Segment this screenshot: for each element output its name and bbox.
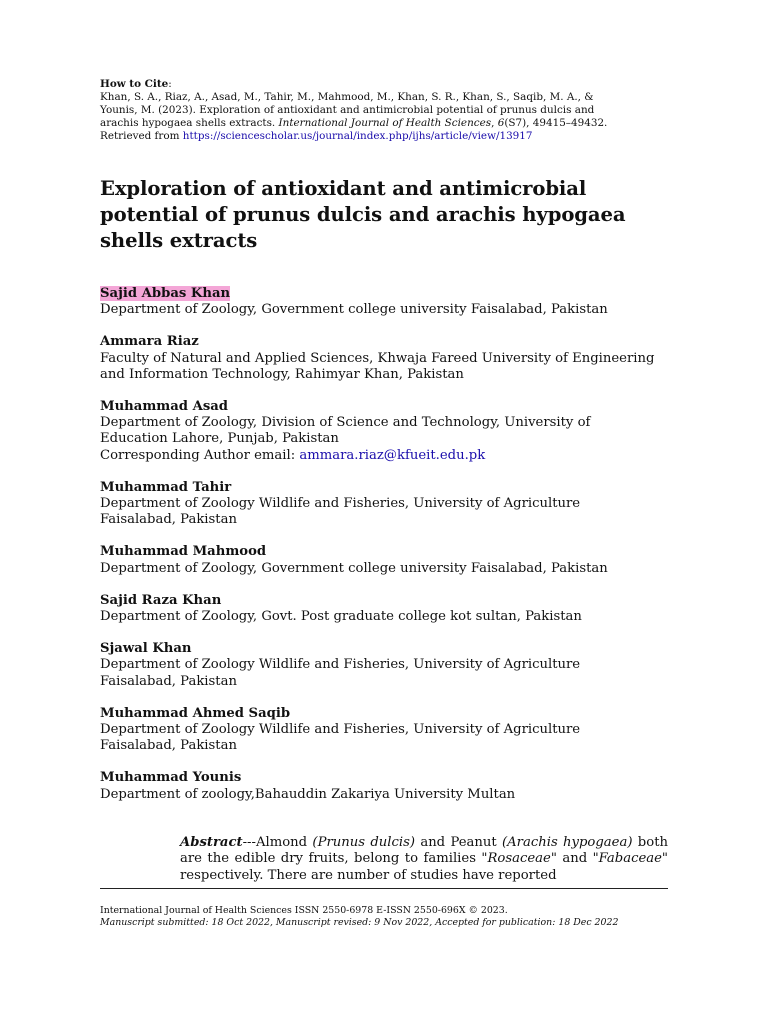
- abstract-text: and: [556, 851, 593, 867]
- author-entry: [100, 286, 680, 318]
- citation-retrieved-label: Retrieved from: [100, 130, 183, 142]
- author-name-line: [100, 544, 680, 560]
- citation-label: How to Cite: [100, 78, 169, 90]
- author-name-line: [100, 334, 680, 350]
- citation-line-3-text: arachis hypogaea shells extracts.: [100, 117, 279, 129]
- author-entry: [100, 544, 680, 576]
- author-affiliation: Department of Zoology Wildlife and Fisheries, University of Agriculture: [100, 657, 581, 673]
- author-affiliation: Faculty of Natural and Applied Sciences, Khwaja Fareed University of Engineering: [100, 350, 655, 366]
- abstract-label: Abstract: [180, 835, 243, 850]
- abstract-family-rosaceae: "Rosaceae": [481, 851, 557, 867]
- author-entry: [100, 334, 680, 383]
- author-name: Sajid Abbas Khan: [100, 286, 231, 301]
- abstract-text: respectively. There are number of studies have reported: [180, 867, 557, 883]
- author-affiliation: Education Lahore, Punjab, Pakistan: [100, 431, 339, 447]
- author-affiliation: Department of Zoology, Government college university Faisalabad, Pakistan: [100, 302, 608, 318]
- author-list: [100, 286, 680, 803]
- citation-pages: (S7), 49415–49432.: [504, 117, 608, 129]
- citation-url-link[interactable]: https://sciencescholar.us/journal/index.php/ijhs/article/view/13917: [182, 130, 533, 142]
- author-name: Muhammad Tahir: [100, 479, 232, 495]
- author-name-line: [100, 641, 680, 657]
- citation-line-1: Khan, S. A., Riaz, A., Asad, M., Tahir, M., Mahmood, M., Khan, S. R., Khan, S., Saqib, M. A., &: [100, 91, 594, 103]
- citation-retrieved: [100, 130, 668, 143]
- abstract-species-almond: (Prunus dulcis): [312, 835, 415, 850]
- citation-heading: [100, 78, 668, 91]
- author-affiliation: Faisalabad, Pakistan: [100, 512, 237, 528]
- author-affiliation: Faisalabad, Pakistan: [100, 738, 237, 754]
- author-affiliation: Faisalabad, Pakistan: [100, 673, 237, 689]
- citation-volume: 6: [497, 117, 505, 129]
- author-name-line: [100, 706, 680, 722]
- citation-journal: International Journal of Health Sciences: [278, 117, 492, 129]
- citation-colon: :: [168, 78, 172, 90]
- corresponding-email-link[interactable]: ammara.riaz@kfueit.edu.pk: [299, 447, 486, 463]
- abstract-paragraph: [180, 835, 668, 884]
- abstract-family-fabaceae: "Fabaceae": [592, 851, 669, 867]
- page-footer: [100, 905, 680, 929]
- corresponding-email-line: [100, 448, 680, 464]
- footer-journal-line: International Journal of Health Sciences ISSN 2550-6978 E-ISSN 2550-696X © 2023.: [100, 905, 508, 916]
- author-name-line: [100, 480, 680, 496]
- author-name-line: [100, 399, 680, 415]
- author-entry: [100, 641, 680, 690]
- author-name: Sajid Raza Khan: [100, 592, 222, 608]
- paper-title: Exploration of antioxidant and antimicrobial potential of prunus dulcis and arachis hypogaea shells extracts: [100, 177, 626, 252]
- author-affiliation: Department of Zoology Wildlife and Fisheries, University of Agriculture: [100, 496, 581, 512]
- abstract-text: Almond: [255, 835, 313, 850]
- author-affiliation: and Information Technology, Rahimyar Khan, Pakistan: [100, 366, 464, 382]
- citation-line-3: [100, 117, 668, 130]
- author-entry: [100, 480, 680, 529]
- author-name-line: [100, 593, 680, 609]
- author-entry: [100, 770, 680, 802]
- citation-comma: ,: [491, 117, 498, 129]
- author-entry: [100, 593, 680, 625]
- footer-divider: [100, 888, 668, 889]
- citation-block: [100, 78, 668, 143]
- author-name: Sjawal Khan: [100, 641, 192, 657]
- footer-dates-line: Manuscript submitted: 18 Oct 2022, Manuscript revised: 9 Nov 2022, Accepted for publication: 18 Dec 2022: [100, 917, 619, 928]
- author-name: Ammara Riaz: [100, 334, 199, 350]
- abstract-dashes: ---: [242, 835, 256, 850]
- citation-line-2: Younis, M. (2023). Exploration of antioxidant and antimicrobial potential of prunus dulcis and: [100, 104, 595, 116]
- author-name: Muhammad Ahmed Saqib: [100, 705, 291, 721]
- author-entry: [100, 706, 680, 755]
- author-entry: [100, 399, 680, 464]
- author-name-line: [100, 286, 680, 302]
- abstract-text: both are the edible dry fruits, belong to families: [180, 835, 668, 867]
- author-name: Muhammad Younis: [100, 770, 242, 786]
- author-affiliation: Department of Zoology, Govt. Post graduate college kot sultan, Pakistan: [100, 609, 582, 625]
- author-affiliation: Department of Zoology, Division of Science and Technology, University of: [100, 415, 591, 431]
- author-name: Muhammad Asad: [100, 399, 229, 415]
- author-affiliation: Department of Zoology, Government college university Faisalabad, Pakistan: [100, 560, 608, 576]
- author-affiliation: Department of Zoology Wildlife and Fisheries, University of Agriculture: [100, 722, 581, 738]
- email-label: Corresponding Author email:: [100, 447, 300, 463]
- abstract-species-peanut: (Arachis hypogaea): [502, 835, 633, 850]
- author-affiliation: Department of zoology,Bahauddin Zakariya University Multan: [100, 786, 516, 802]
- author-name: Muhammad Mahmood: [100, 544, 267, 560]
- author-name-line: [100, 770, 680, 786]
- abstract-text: and Peanut: [415, 835, 503, 850]
